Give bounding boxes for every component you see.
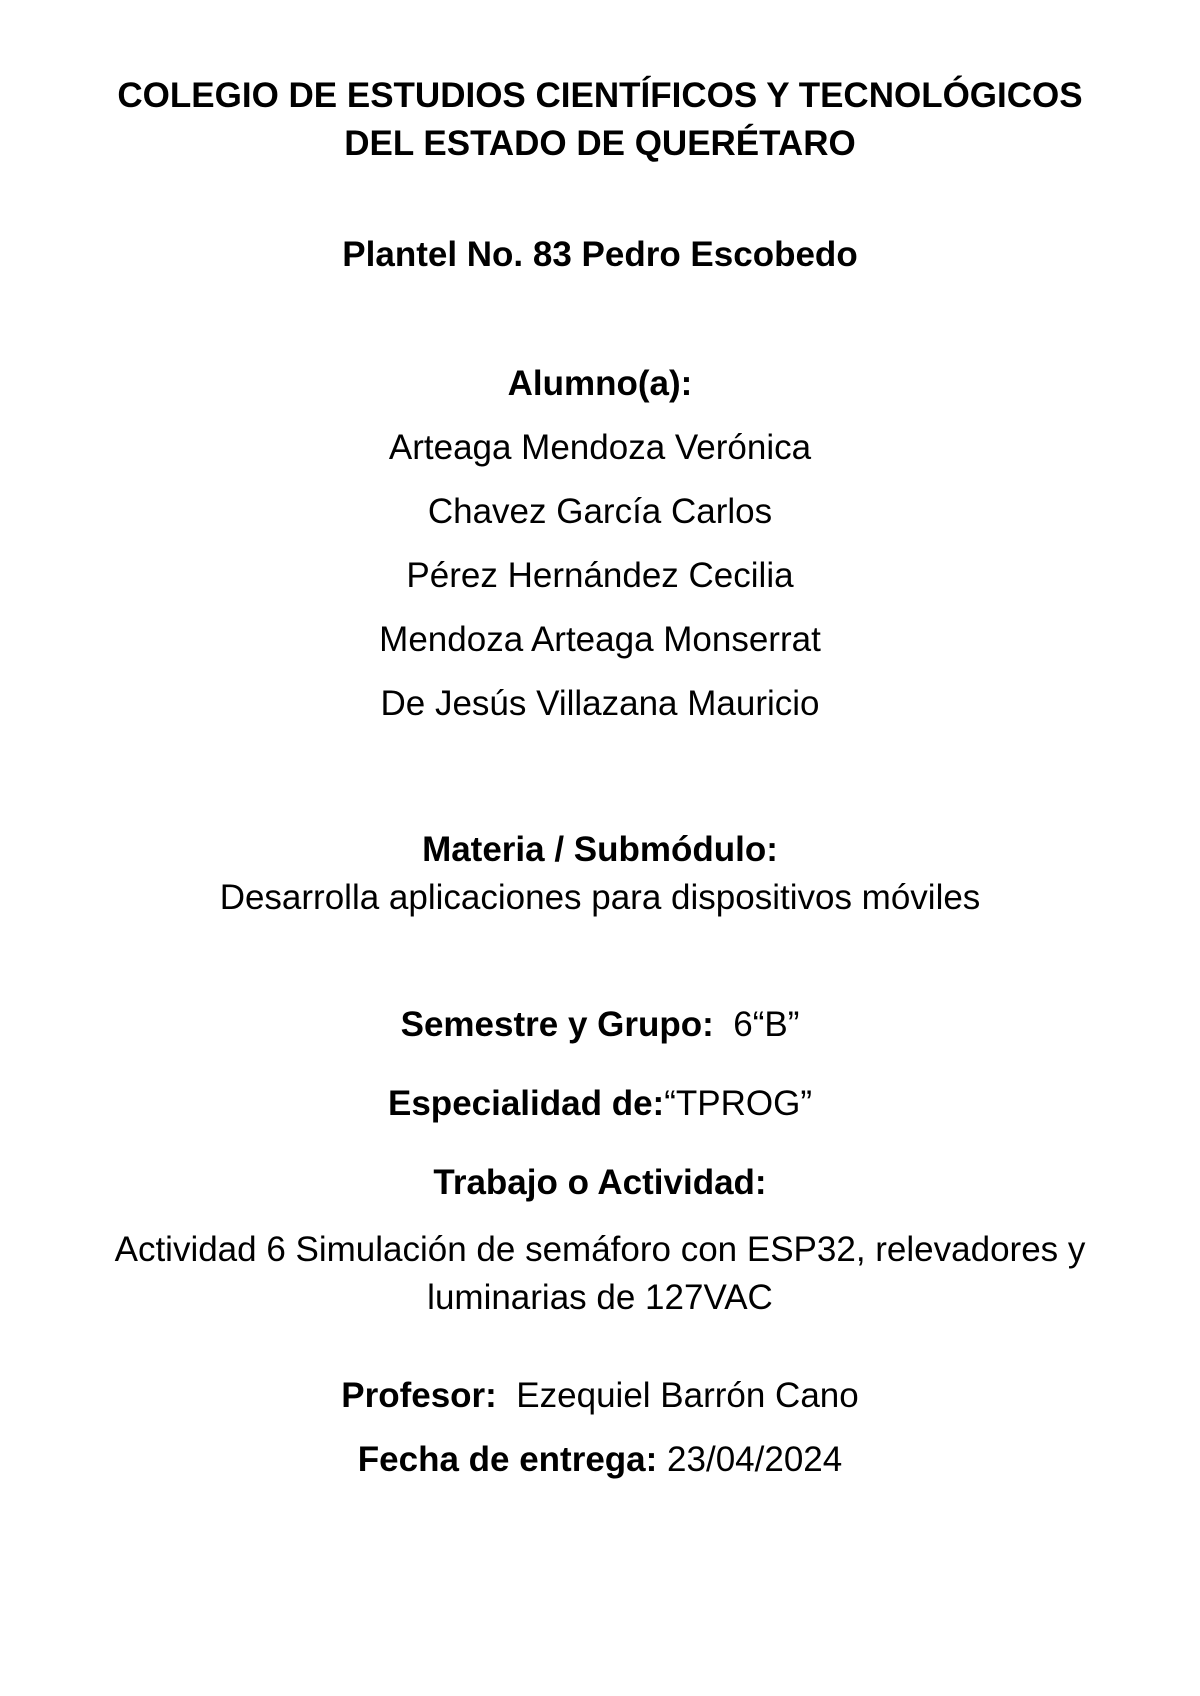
student-name: Arteaga Mendoza Verónica <box>388 428 812 467</box>
activity-title-line1: Actividad 6 Simulación de semáforo con ESP32, relevadores y <box>114 1230 1086 1269</box>
activity-title-line2: luminarias de 127VAC <box>427 1278 773 1317</box>
specialty-label: Especialidad de: <box>388 1084 665 1123</box>
teacher-row <box>0 1376 1200 1416</box>
specialty-row <box>0 1084 1200 1124</box>
subject-value: Desarrolla aplicaciones para dispositivos móviles <box>219 878 981 917</box>
teacher-label: Profesor: <box>341 1376 497 1415</box>
semester-group-label: Semestre y Grupo: <box>400 1005 714 1044</box>
student-name: Pérez Hernández Cecilia <box>406 556 794 595</box>
due-date-value: 23/04/2024 <box>667 1440 843 1479</box>
semester-group-value: 6“B” <box>733 1005 800 1044</box>
semester-group-row <box>0 1005 1200 1045</box>
campus-name: Plantel No. 83 Pedro Escobedo <box>342 235 858 274</box>
institution-name-line1: COLEGIO DE ESTUDIOS CIENTÍFICOS Y TECNOLÓGICOS <box>117 76 1083 115</box>
institution-name-line2: DEL ESTADO DE QUERÉTARO <box>344 124 856 163</box>
activity-label: Trabajo o Actividad: <box>433 1163 767 1202</box>
student-name: Mendoza Arteaga Monserrat <box>379 620 821 659</box>
student-name: De Jesús Villazana Mauricio <box>380 684 820 723</box>
students-label: Alumno(a): <box>507 364 693 403</box>
teacher-value: Ezequiel Barrón Cano <box>516 1376 859 1415</box>
specialty-value: “TPROG” <box>664 1084 812 1123</box>
due-date-row <box>0 1440 1200 1480</box>
due-date-label: Fecha de entrega: <box>357 1440 658 1479</box>
student-name: Chavez García Carlos <box>427 492 773 531</box>
subject-label: Materia / Submódulo: <box>422 830 778 869</box>
